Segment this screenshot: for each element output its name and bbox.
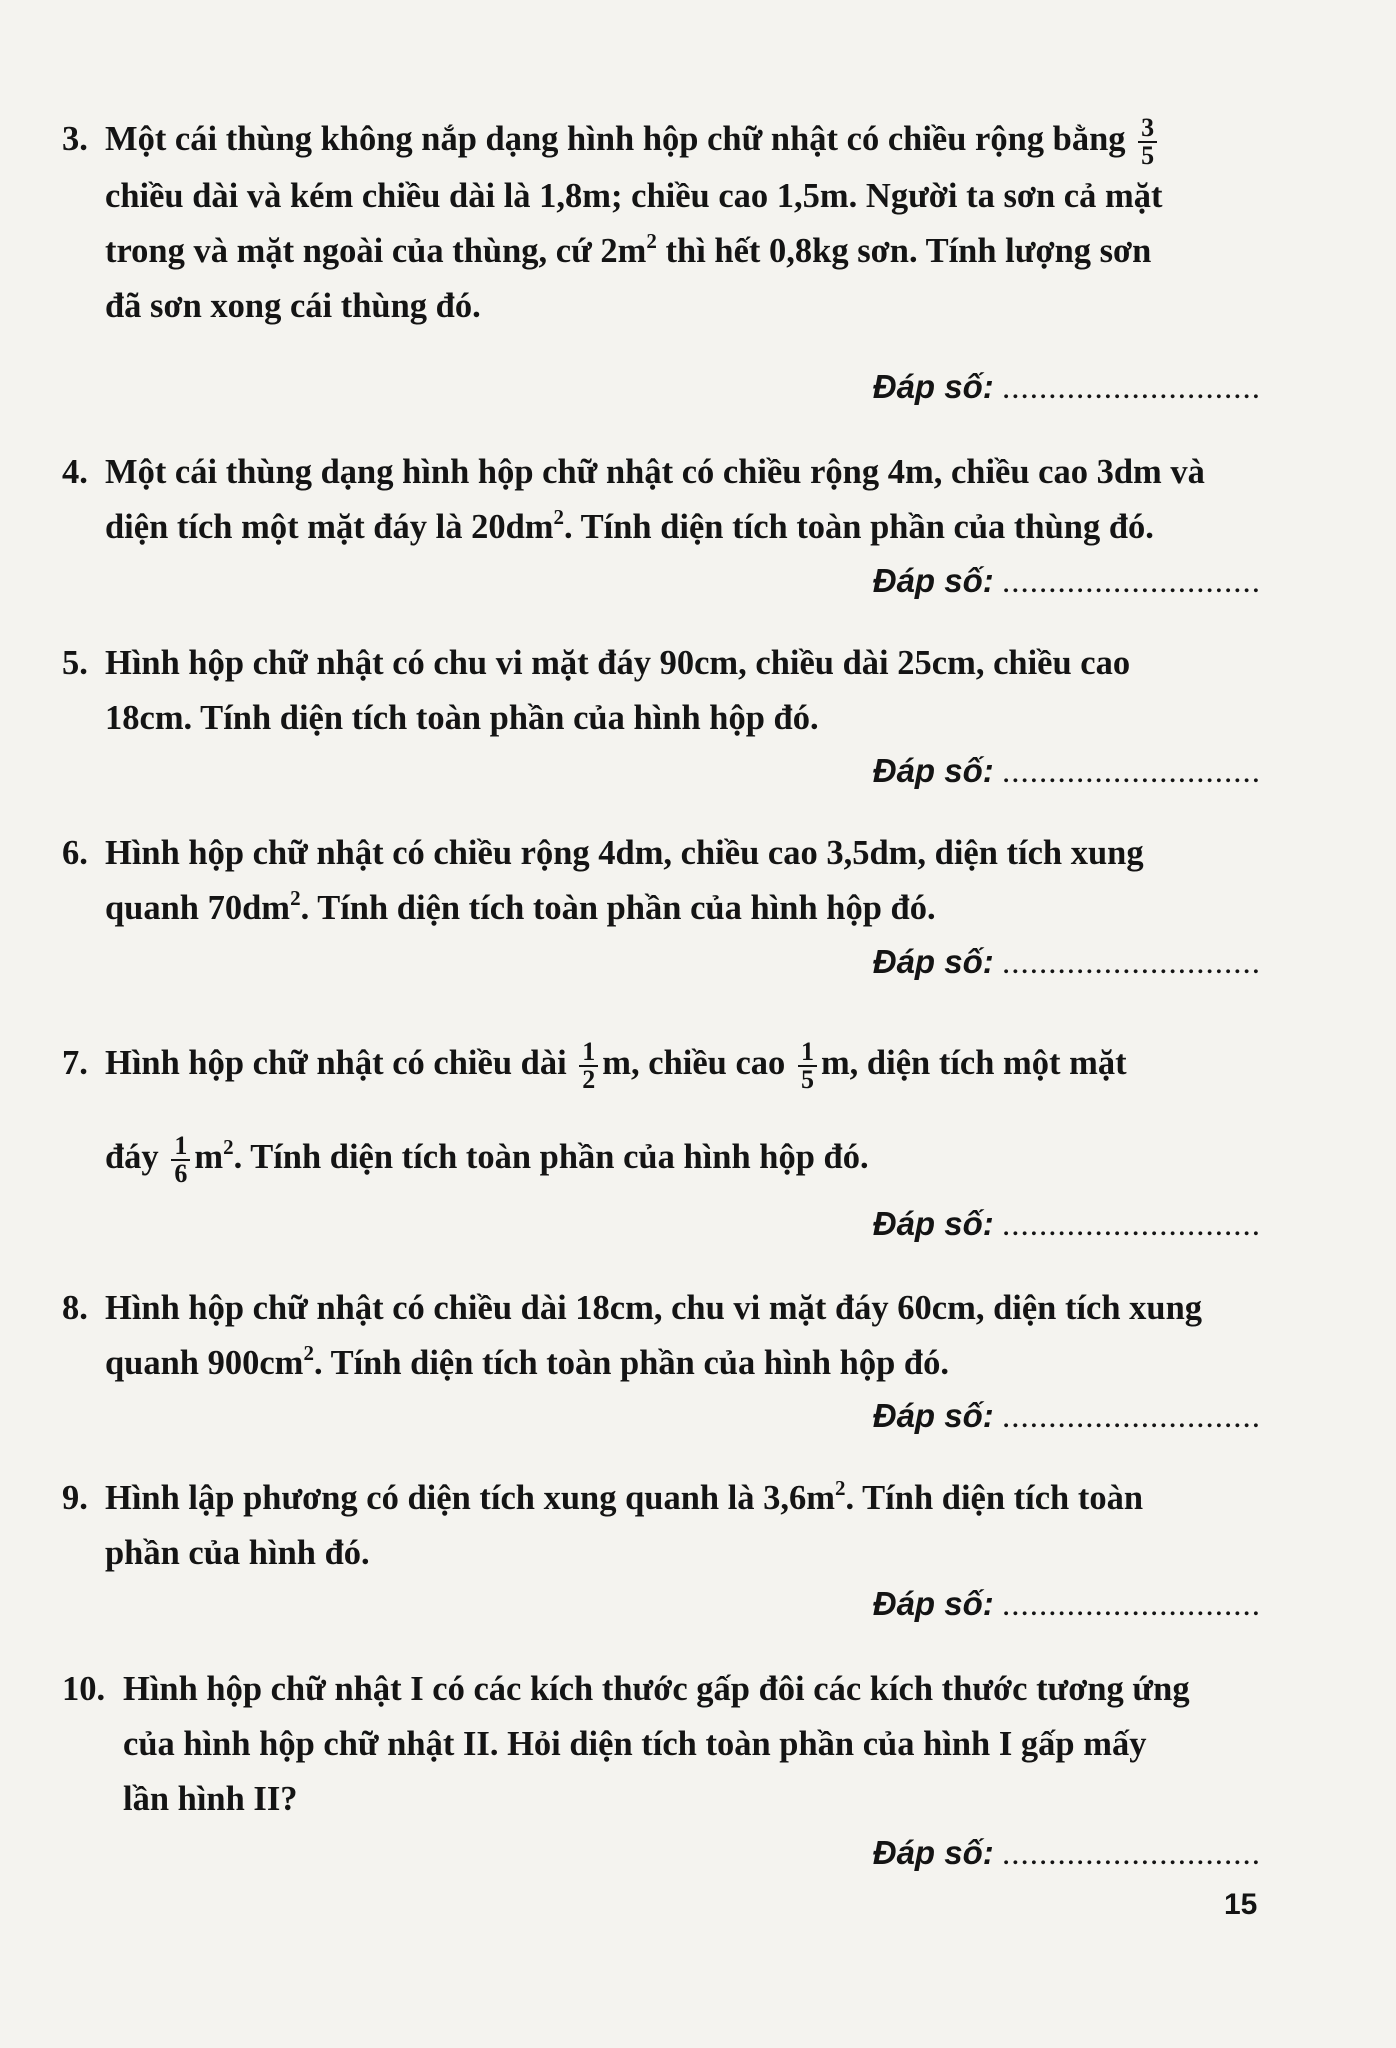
problem-line: Hình hộp chữ nhật có chiều dài 18cm, chu vi mặt đáy 60cm, diện tích xung xyxy=(105,1289,1203,1327)
problem-number: 8. xyxy=(62,1289,88,1327)
problem-line: 18cm. Tính diện tích toàn phần của hình hộp đó. xyxy=(105,699,819,737)
problem-6 xyxy=(62,826,1262,936)
problem-line xyxy=(105,1122,1262,1192)
answer-blank[interactable]: ............................ xyxy=(1002,1836,1261,1872)
problem-line xyxy=(105,500,1262,555)
problem-number: 7. xyxy=(62,1044,88,1082)
problem-9 xyxy=(62,1471,1262,1581)
problem-10 xyxy=(62,1662,1262,1827)
problem-text: đáy xyxy=(105,1138,159,1176)
problem-text: m, chiều cao xyxy=(602,1044,786,1082)
answer-blank[interactable]: ............................ xyxy=(1002,370,1261,406)
answer-line xyxy=(873,1585,1261,1624)
fraction-numerator: 3 xyxy=(1141,113,1155,143)
problem-4 xyxy=(62,445,1262,555)
problem-text: . Tính diện tích toàn phần của hình hộp đó. xyxy=(233,1138,869,1176)
fraction xyxy=(171,1133,190,1187)
problem-text: Hình lập phương có diện tích xung quanh là 3,6m xyxy=(105,1479,836,1517)
problem-text: m xyxy=(194,1138,224,1176)
problem-line xyxy=(105,881,1262,936)
superscript: 2 xyxy=(303,1341,314,1365)
problem-line xyxy=(105,112,1262,169)
answer-blank[interactable]: ............................ xyxy=(1002,1399,1261,1435)
superscript: 2 xyxy=(223,1135,234,1159)
problem-line: Hình hộp chữ nhật có chu vi mặt đáy 90cm, chiều dài 25cm, chiều cao xyxy=(105,644,1131,682)
answer-line xyxy=(873,943,1261,982)
problem-number: 3. xyxy=(62,120,88,158)
answer-label: Đáp số: xyxy=(872,368,994,405)
problem-number: 9. xyxy=(62,1479,88,1517)
answer-line xyxy=(873,1205,1261,1244)
problem-line: Một cái thùng dạng hình hộp chữ nhật có chiều rộng 4m, chiều cao 3dm và xyxy=(105,453,1205,491)
answer-line xyxy=(873,752,1261,791)
problem-number: 5. xyxy=(62,644,88,682)
problem-line xyxy=(105,224,1262,279)
answer-label: Đáp số: xyxy=(872,1585,994,1622)
answer-blank[interactable]: ............................ xyxy=(1002,1207,1261,1243)
answer-label: Đáp số: xyxy=(872,1205,994,1242)
problem-text: m, diện tích một mặt xyxy=(820,1044,1127,1082)
fraction-denominator: 6 xyxy=(171,1159,190,1187)
superscript: 2 xyxy=(290,886,301,910)
fraction xyxy=(579,1039,598,1093)
problem-text: diện tích một mặt đáy là 20dm xyxy=(105,508,554,546)
fraction xyxy=(798,1039,817,1093)
problem-number: 10. xyxy=(62,1670,106,1708)
fraction-numerator: 1 xyxy=(800,1037,814,1067)
answer-label: Đáp số: xyxy=(872,1397,994,1434)
problem-text: Hình hộp chữ nhật có chiều dài xyxy=(105,1044,567,1082)
answer-label: Đáp số: xyxy=(872,752,994,789)
fraction-denominator: 5 xyxy=(798,1065,817,1093)
superscript: 2 xyxy=(553,505,564,529)
answer-line xyxy=(873,1834,1261,1873)
problem-5 xyxy=(62,636,1262,746)
fraction-numerator: 1 xyxy=(174,1131,188,1161)
problem-7 xyxy=(62,1028,1262,1192)
problem-number: 4. xyxy=(62,453,88,491)
problem-text: quanh 900cm xyxy=(105,1344,304,1382)
problem-line xyxy=(105,1471,1262,1526)
problem-line: phần của hình đó. xyxy=(105,1534,370,1572)
problem-line: của hình hộp chữ nhật II. Hỏi diện tích toàn phần của hình I gấp mấy xyxy=(123,1725,1147,1763)
problem-line xyxy=(105,1336,1262,1391)
superscript: 2 xyxy=(646,229,657,254)
answer-line xyxy=(873,368,1261,407)
problem-3 xyxy=(62,112,1262,334)
problem-text: thì hết 0,8kg sơn. Tính lượng sơn xyxy=(656,232,1152,271)
problem-text: trong và mặt ngoài của thùng, cứ 2m xyxy=(105,232,647,271)
answer-blank[interactable]: ............................ xyxy=(1002,564,1261,600)
problem-line: chiều dài và kém chiều dài là 1,8m; chiều cao 1,5m. Người ta sơn cả mặt xyxy=(105,177,1163,216)
page-number: 15 xyxy=(1224,1888,1258,1921)
problem-line: Hình hộp chữ nhật I có các kích thước gấp đôi các kích thước tương ứng xyxy=(123,1670,1190,1708)
fraction xyxy=(1138,115,1157,169)
answer-label: Đáp số: xyxy=(872,1834,994,1871)
problem-8 xyxy=(62,1281,1262,1391)
problem-number: 6. xyxy=(62,834,88,872)
problem-line: Hình hộp chữ nhật có chiều rộng 4dm, chiều cao 3,5dm, diện tích xung xyxy=(105,834,1144,872)
problem-text: Một cái thùng không nắp dạng hình hộp chữ nhật có chiều rộng bằng xyxy=(105,120,1126,158)
problem-text: . Tính diện tích toàn phần của thùng đó. xyxy=(564,508,1154,546)
problem-text: . Tính diện tích toàn xyxy=(845,1479,1144,1517)
answer-line xyxy=(873,1397,1261,1436)
answer-label: Đáp số: xyxy=(872,943,994,980)
fraction-denominator: 5 xyxy=(1138,141,1157,169)
answer-blank[interactable]: ............................ xyxy=(1002,1587,1261,1623)
answer-line xyxy=(873,562,1261,601)
problem-line: đã sơn xong cái thùng đó. xyxy=(105,287,481,326)
problem-line xyxy=(105,1028,1262,1122)
answer-blank[interactable]: ............................ xyxy=(1002,945,1261,981)
problem-line: lần hình II? xyxy=(123,1780,298,1818)
problem-text: quanh 70dm xyxy=(105,889,291,927)
fraction-denominator: 2 xyxy=(579,1065,598,1093)
problem-text: . Tính diện tích toàn phần của hình hộp đó. xyxy=(313,1344,949,1382)
problem-text: . Tính diện tích toàn phần của hình hộp đó. xyxy=(300,889,936,927)
answer-label: Đáp số: xyxy=(872,562,994,599)
answer-blank[interactable]: ............................ xyxy=(1002,754,1261,790)
fraction-numerator: 1 xyxy=(582,1037,596,1067)
superscript: 2 xyxy=(835,1476,846,1500)
